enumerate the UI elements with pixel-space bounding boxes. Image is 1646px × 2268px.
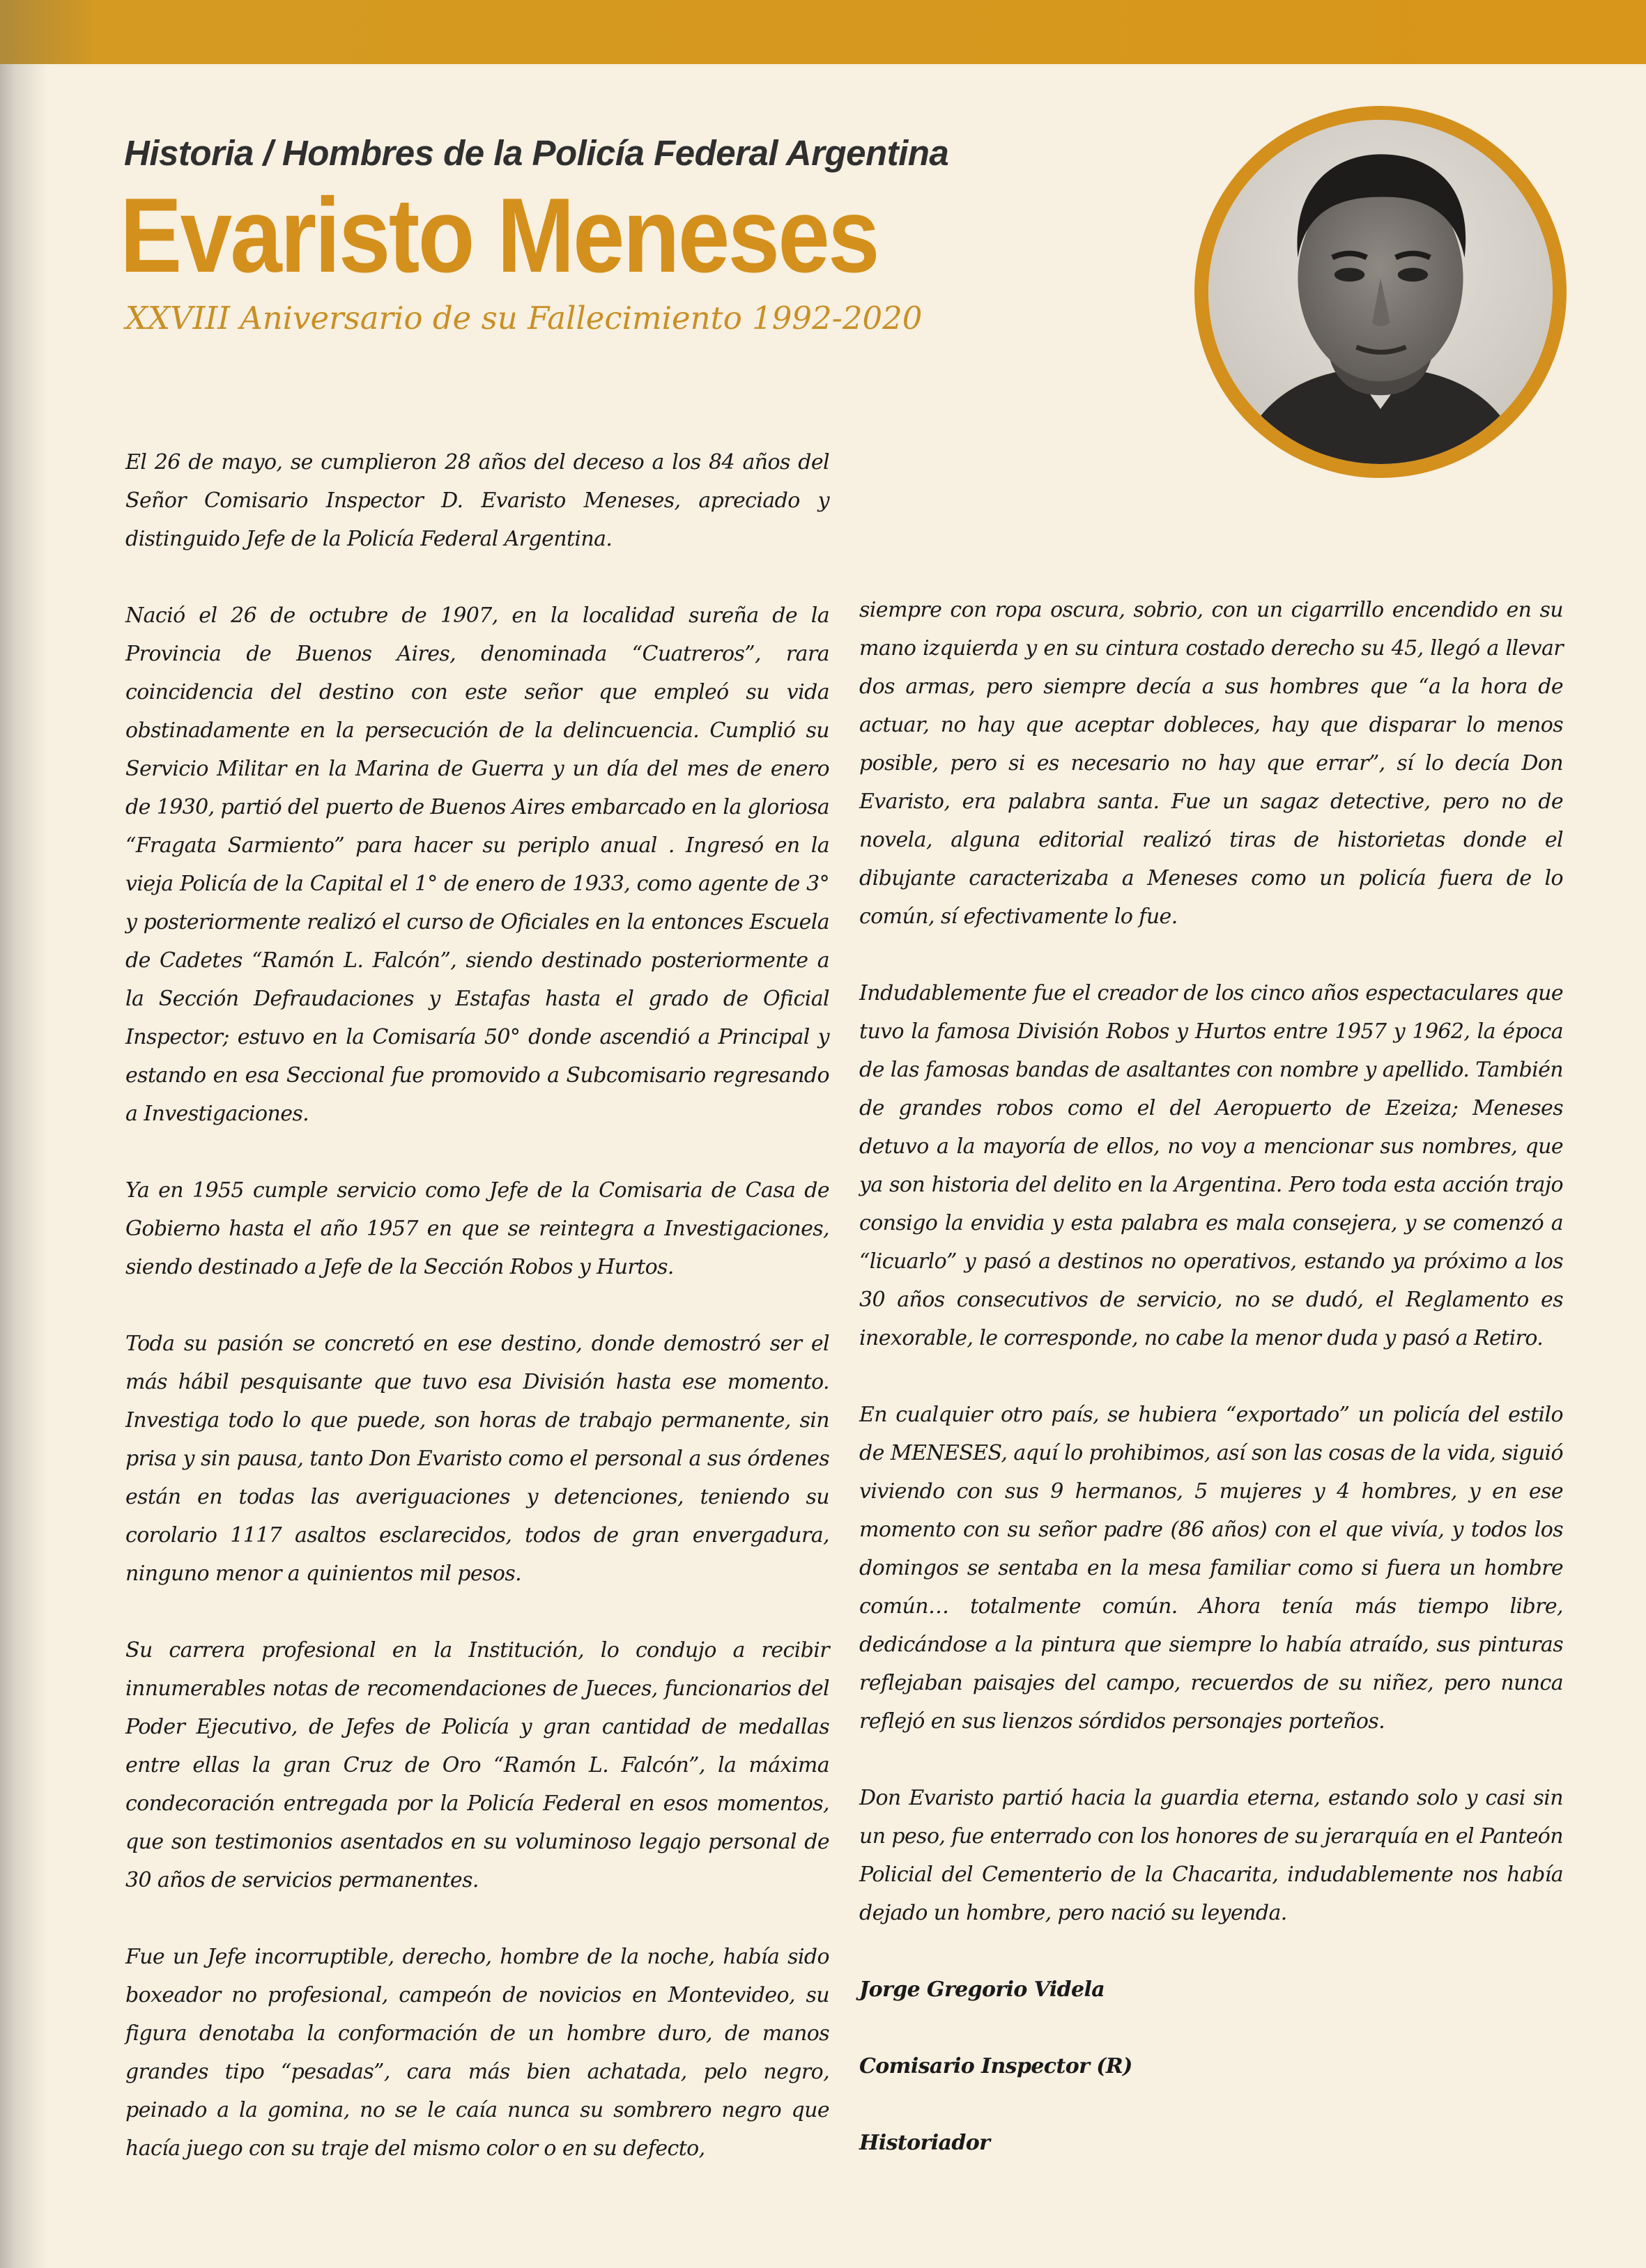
portrait-photo-icon xyxy=(1208,120,1553,464)
article-title: Evaristo Meneses xyxy=(120,176,878,295)
portrait-photo xyxy=(1194,106,1567,478)
article-paragraph: Fue un Jefe incorruptible, derecho, hombre de la noche, había sido boxeador no profesional, campeón de novicios en Montevideo, su figura denotaba la conformación de un hombre duro, de manos grandes tipo “pesadas”, cara más bien achatada, pelo negro, peinado a la gomina, no se le caía nunca su sombrero negro que hacía juego con su traje del mismo color o en su defecto, xyxy=(125,1945,829,2161)
top-color-bar xyxy=(0,0,1646,64)
article-paragraph: Su carrera profesional en la Institución, lo condujo a recibir innumerables notas de recomendaciones de Jueces, funcionarios del Poder Ejecutivo, de Jefes de Policía y gran cantidad de medallas entre ellas la gran Cruz de Oro “Ramón L. Falcón”, la máxima condecoración entregada por la Policía Federal en esos momentos, que son testimonios asentados en su voluminoso legajo personal de 30 años de servicios permanentes. xyxy=(125,1638,829,1892)
section-kicker: Historia / Hombres de la Policía Federal Argentina xyxy=(124,133,949,173)
signature-block xyxy=(859,1970,1563,2162)
article-column-left xyxy=(125,443,829,2206)
article-paragraph: Don Evaristo partió hacia la guardia eterna, estando solo y casi sin un peso, fue enterrado con los honores de su jerarquía en el Panteón Policial del Cementerio de la Chacarita, indudablemente nos había dejado un hombre, pero nació su leyenda. xyxy=(859,1786,1563,1925)
article-paragraph: En cualquier otro país, se hubiera “exportado” un policía del estilo de MENESES, aquí lo prohibimos, así son las cosas de la vida, siguió viviendo con sus 9 hermanos, 5 mujeres y 4 hombres, y en ese momento con su señor padre (86 años) con el que vivía, y todos los domingos se sentaba en la mesa familiar como si fuera un hombre común… totalmente común. Ahora tenía más tiempo libre, dedicándose a la pintura que siempre lo había atraído, sus pinturas reflejaban paisajes del campo, recuerdos de su niñez, pero nunca reflejó en sus lienzos sórdidos personajes porteños. xyxy=(859,1403,1563,1734)
author-role: Historiador xyxy=(859,2131,990,2155)
article-paragraph: Nació el 26 de octubre de 1907, en la localidad sureña de la Provincia de Buenos Aires, denominada “Cuatreros”, rara coincidencia del destino con este señor que empleó su vida obstinadamente en la persecución de la delincuencia. Cumplió su Servicio Militar en la Marina de Guerra y un día del mes de enero de 1930, partió del puerto de Buenos Aires embarcado en la gloriosa “Fragata Sarmiento” para hacer su periplo anual . Ingresó en la vieja Policía de la Capital el 1° de enero de 1933, como agente de 3° y posteriormente realizó el curso de Oficiales en la entonces Escuela de Cadetes “Ramón L. Falcón”, siendo destinado posteriormente a la Sección Defraudaciones y Estafas hasta el grado de Oficial Inspector; estuvo en la Comisaría 50° donde ascendió a Principal y estando en esa Seccional fue promovido a Subcomisario regresando a Investigaciones. xyxy=(125,603,829,1126)
article-paragraph: Ya en 1955 cumple servicio como Jefe de la Comisaria de Casa de Gobierno hasta el año 1957 en que se reintegra a Investigaciones, siendo destinado a Jefe de la Sección Robos y Hurtos. xyxy=(125,1178,829,1279)
article-column-right xyxy=(859,591,1563,2200)
article-subtitle: XXVIII Aniversario de su Fallecimiento 1992-2020 xyxy=(125,300,923,337)
article-paragraph: siempre con ropa oscura, sobrio, con un cigarrillo encendido en su mano izquierda y en su cintura costado derecho su 45, llegó a llevar dos armas, pero siempre decía a sus hombres que “a la hora de actuar, no hay que aceptar dobleces, hay que disparar lo menos posible, pero si es necesario no hay que errar”, sí lo decía Don Evaristo, era palabra santa. Fue un sagaz detective, pero no de novela, alguna editorial realizó tiras de historietas donde el dibujante caracterizaba a Meneses como un policía fuera de lo común, sí efectivamente lo fue. xyxy=(859,598,1563,929)
article-paragraph: Toda su pasión se concretó en ese destino, donde demostró ser el más hábil pesquisante que tuvo esa División hasta ese momento. Investiga todo lo que puede, son horas de trabajo permanente, sin prisa y sin pausa, tanto Don Evaristo como el personal a sus órdenes están en todas las averiguaciones y detenciones, teniendo su corolario 1117 asaltos esclarecidos, todos de gran envergadura, ninguno menor a quinientos mil pesos. xyxy=(125,1332,829,1586)
author-name: Jorge Gregorio Videla xyxy=(859,1977,1105,2002)
page-spine-shadow xyxy=(0,0,49,2268)
author-rank: Comisario Inspector (R) xyxy=(859,2054,1132,2078)
article-paragraph: El 26 de mayo, se cumplieron 28 años del deceso a los 84 años del Señor Comisario Inspector D. Evaristo Meneses, apreciado y distinguido Jefe de la Policía Federal Argentina. xyxy=(125,450,829,551)
article-paragraph: Indudablemente fue el creador de los cinco años espectaculares que tuvo la famosa División Robos y Hurtos entre 1957 y 1962, la época de las famosas bandas de asaltantes con nombre y apellido. También de grandes robos como el del Aeropuerto de Ezeiza; Meneses detuvo a la mayoría de ellos, no voy a mencionar sus nombres, que ya son historia del delito en la Argentina. Pero toda esta acción trajo consigo la envidia y esta palabra es mala consejera, y se comenzó a “licuarlo” y pasó a destinos no operativos, estando ya próximo a los 30 años consecutivos de servicio, no se dudó, el Reglamento es inexorable, le corresponde, no cabe la menor duda y pasó a Retiro. xyxy=(859,981,1563,1350)
